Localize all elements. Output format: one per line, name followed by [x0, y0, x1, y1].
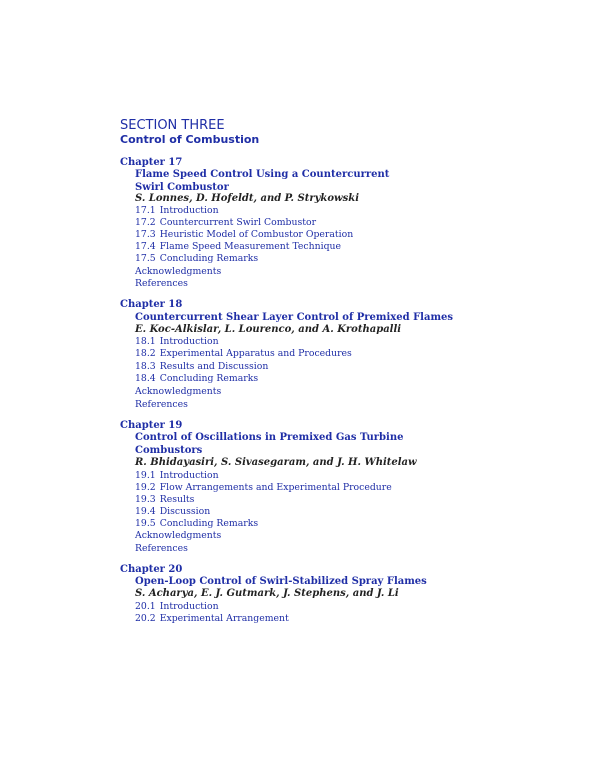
entry-title: Introduction	[159, 336, 219, 347]
toc-entry-19-1[interactable]	[135, 470, 219, 482]
entry-number: 19.4	[135, 505, 156, 517]
entry-title: Heuristic Model of Combustor Operation	[159, 229, 354, 240]
entry-title: Concluding Remarks	[159, 253, 259, 264]
chapter-19-label[interactable]: Chapter 19	[120, 419, 183, 431]
toc-entry-18-3[interactable]	[135, 361, 268, 373]
entry-number: 17.5	[135, 253, 156, 264]
entry-title: Discussion	[159, 505, 211, 517]
chapter-20-label[interactable]: Chapter 20	[120, 563, 183, 575]
toc-entry-18-references[interactable]	[135, 399, 188, 411]
entry-title: References	[135, 398, 188, 410]
toc-entry-17-3[interactable]	[135, 229, 353, 241]
entry-title: Experimental Arrangement	[159, 613, 289, 624]
entry-title: Acknowledgments	[135, 530, 222, 541]
entry-title: Acknowledgments	[135, 265, 222, 277]
toc-entry-17-5[interactable]	[135, 253, 258, 265]
toc-entry-18-acknowledgments[interactable]	[135, 386, 221, 398]
entry-number: 19.2	[135, 481, 156, 493]
entry-title: References	[135, 277, 188, 289]
toc-entry-20-1[interactable]	[135, 601, 219, 613]
toc-entry-19-references[interactable]	[135, 543, 188, 555]
chapter-17-label[interactable]: Chapter 17	[120, 157, 183, 168]
toc-entry-19-acknowledgments[interactable]	[135, 530, 221, 542]
chapter-17-authors: S. Lonnes, D. Hofeldt, and P. Strykowski	[135, 193, 359, 204]
chapter-17-title-line-1[interactable]: Flame Speed Control Using a Countercurrent	[135, 169, 390, 180]
chapter-20-authors: S. Acharya, E. J. Gutmark, J. Stephens, and J. Li	[135, 588, 399, 599]
toc-entry-17-acknowledgments[interactable]	[135, 266, 221, 278]
toc-entry-20-2[interactable]	[135, 613, 289, 625]
entry-title: Flame Speed Measurement Technique	[159, 241, 342, 252]
entry-title: Experimental Apparatus and Procedures	[159, 348, 352, 359]
chapter-20-title-line-1[interactable]: Open-Loop Control of Swirl-Stabilized Spray Flames	[135, 576, 427, 587]
chapter-19-title-line-1[interactable]: Control of Oscillations in Premixed Gas Turbine	[135, 432, 404, 443]
section-title[interactable]: Control of Combustion	[120, 133, 260, 146]
toc-entry-19-2[interactable]	[135, 482, 392, 494]
chapter-18-authors: E. Koc-Alkislar, L. Lourenco, and A. Krothapalli	[135, 323, 402, 335]
entry-number: 19.1	[135, 469, 156, 481]
entry-number: 17.3	[135, 229, 156, 240]
chapter-18-title-line-1[interactable]: Countercurrent Shear Layer Control of Premixed Flames	[135, 311, 454, 323]
entry-number: 19.5	[135, 517, 156, 529]
entry-title: Results and Discussion	[159, 360, 269, 372]
entry-number: 19.3	[135, 493, 156, 505]
chapter-18-label[interactable]: Chapter 18	[120, 298, 183, 310]
entry-title: Flow Arrangements and Experimental Procedure	[159, 481, 392, 493]
entry-number: 18.3	[135, 360, 156, 372]
entry-number: 18.4	[135, 373, 156, 384]
entry-title: Acknowledgments	[135, 385, 222, 397]
entry-number: 20.2	[135, 613, 156, 624]
entry-title: Introduction	[159, 469, 219, 481]
section-header	[120, 119, 259, 147]
entry-title: Introduction	[159, 205, 219, 216]
section-label: SECTION THREE	[120, 118, 225, 133]
entry-title: Countercurrent Swirl Combustor	[159, 217, 317, 228]
entry-number: 18.1	[135, 336, 156, 347]
entry-number: 17.4	[135, 241, 156, 252]
toc-entry-19-5[interactable]	[135, 518, 258, 530]
toc-entry-18-1[interactable]	[135, 336, 219, 348]
toc-entry-18-2[interactable]	[135, 348, 352, 360]
toc-entry-17-4[interactable]	[135, 241, 341, 253]
entry-number: 17.2	[135, 217, 156, 228]
entry-title: Introduction	[159, 600, 219, 612]
toc-entry-19-4[interactable]	[135, 506, 210, 518]
chapter-19-title-line-2[interactable]: Combustors	[135, 444, 203, 456]
toc-entry-17-1[interactable]	[135, 205, 219, 217]
toc-entry-18-4[interactable]	[135, 373, 258, 385]
toc-entry-17-2[interactable]	[135, 217, 316, 229]
entry-title: Results	[159, 493, 195, 505]
entry-title: Concluding Remarks	[159, 373, 259, 384]
entry-title: References	[135, 542, 188, 554]
chapter-19-authors: R. Bhidayasiri, S. Sivasegaram, and J. H. Whitelaw	[135, 457, 417, 468]
entry-number: 17.1	[135, 205, 156, 216]
entry-number: 20.1	[135, 600, 156, 612]
entry-title: Concluding Remarks	[159, 517, 259, 529]
chapter-17-title-line-2[interactable]: Swirl Combustor	[135, 181, 229, 193]
entry-number: 18.2	[135, 348, 156, 359]
toc-entry-19-3[interactable]	[135, 494, 194, 506]
toc-entry-17-references[interactable]	[135, 278, 188, 290]
